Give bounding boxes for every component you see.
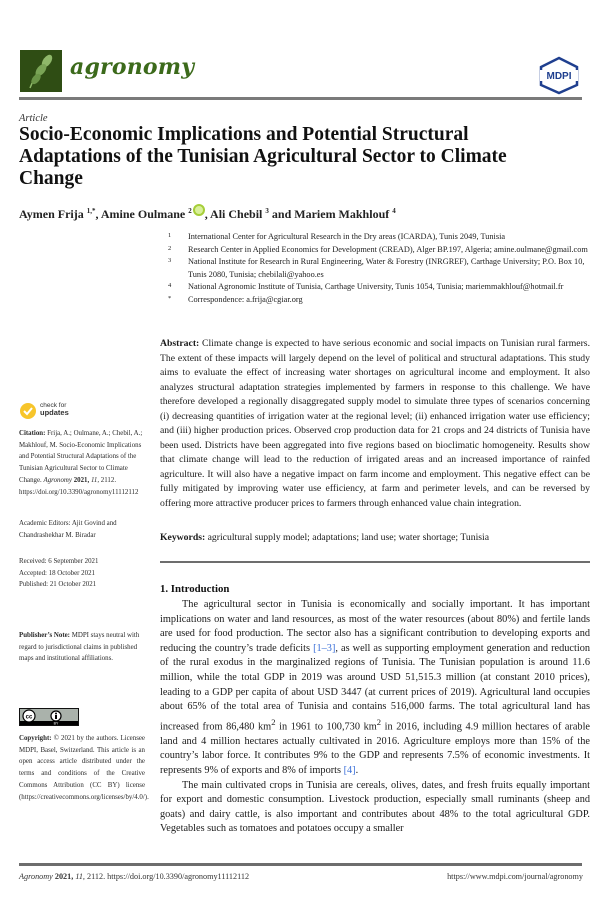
publisher-note-text: MDPI stays neutral with regard to jurisdictional claims in published maps and institutional affiliations. (19, 632, 140, 663)
affiliation-text: Research Center in Applied Economics for Development (CREAD), Alger BP.197, Algeria; amine.oulmane@gmail.com (188, 244, 588, 254)
paragraph (160, 598, 590, 779)
keywords (160, 531, 590, 545)
affiliation-number: 1 (168, 232, 172, 239)
received-date: Received: 6 September 2021 (19, 558, 99, 565)
citation-label: Citation: (19, 430, 46, 437)
author-separator: and (268, 207, 295, 221)
citation-link[interactable]: [1–3] (313, 642, 336, 654)
author-name[interactable]: Mariem Makhlouf (294, 207, 390, 221)
editors-text: Ajit Govind and Chandrashekhar M. Biradar (19, 520, 117, 539)
author-affiliation-sup: 4 (392, 207, 396, 215)
affiliation-item (168, 231, 588, 244)
copyright-notice (19, 733, 149, 803)
author-name[interactable]: Aymen Frija (19, 207, 84, 221)
author-separator: , (204, 207, 211, 221)
paragraph: The main cultivated crops in Tunisia are cereals, olives, dates, and fresh fruits equally important for export and domestic consumption. Livestock production, especially small ruminants (sheep and goats) and dairy cattle, is also important and contributes about 48% to the total agricultural GDP. Vegetables such as tomatoes and potatoes occupy a smaller (160, 779, 590, 835)
paragraph-text: in 1961 to 100,730 km (275, 721, 377, 733)
abstract-text: Climate change is expected to have serious economic and social impacts on Tunisian rural farmers. The extent of these impacts will largely depend on the level of political and structural adaptations. This study aims to evaluate the effect of increasing water shortages on agricultural income and employment. It also analyzes structural adaptation strategies implemented by farmers in response to this challenge. We have therefore developed a regionally disaggregated supply model to simulate three types of scenarios concerning (i) decreasing quantities of irrigation water at the regional level; (ii) enhanced irrigation water use efficiency; and (iii) higher production prices. Observed crop production data for 21 crops and 24 districts of Tunisia have been used. Districts have been aggregated into five regions based on bioclimatic homogeneity. Results show that climate change will lead to the reduction of irrigated areas and an increased importance of rainfed agriculture. It will also have a negative impact on farm income and employment. This negative effect can be fully mitigated by improving water use efficiency, at farm and perimeter levels, and can be reversed by offering more attractive producer prices to farmers through enhanced value chain integration. (160, 338, 590, 510)
svg-text:cc: cc (25, 714, 33, 721)
author-list (19, 204, 396, 222)
affiliation-item (168, 256, 588, 281)
keywords-label: Keywords: (160, 532, 206, 543)
abstract-label: Abstract: (160, 338, 200, 349)
citation-journal: Agronomy (43, 476, 72, 484)
mdpi-logo-icon (535, 55, 583, 95)
citation-year: 2021, (73, 476, 90, 484)
affiliation-text: National Institute for Research in Rural Engineering, Water & Forestry (INRGREF), Carthage University; P.O. Box 10, Tunis 2080, Tunisia; chebilali@yahoo.es (188, 257, 585, 279)
copyright-label: Copyright: (19, 735, 52, 742)
author-name[interactable]: Amine Oulmane (100, 207, 186, 221)
citation-volume: 11, (90, 476, 100, 484)
affiliation-item (168, 281, 588, 294)
publisher-note-label: Publisher’s Note: (19, 632, 70, 639)
affiliation-text: International Center for Agricultural Research in the Dry areas (ICARDA), Tunis 2049, Tunisia (188, 232, 506, 241)
author-affiliation-sup: 2 (188, 207, 192, 215)
editors-label: Academic Editors: (19, 520, 71, 527)
footer-citation (19, 872, 249, 881)
paragraph-text: in 2016, including 4.9 million hectares of arable land and 4 million hectares actually cultivated in 2016. Agriculture employs more than 15% of the country’s labor force. It contributes 9% to the GDP and represents 7.5% of economic investments. It represents 9% of exports and 8% of imports (160, 721, 590, 776)
section-heading: 1. Introduction (160, 583, 230, 595)
citation-block (19, 428, 145, 498)
cc-by-label: BY (53, 721, 59, 726)
citation-text: Frija, A.; Oulmane, A.; Chebil, A.; Makhlouf, M. Socio-Economic Implications and Potential Structural Adaptations of the Tunisian Agricultural Sector to Climate Change. (19, 430, 143, 484)
citation-doi[interactable]: 2112. https://doi.org/10.3390/agronomy11112112 (19, 476, 139, 496)
footer-divider (19, 863, 582, 866)
journal-logo-icon (20, 50, 62, 92)
affiliation-number: 2 (168, 244, 172, 252)
article-title: Socio-Economic Implications and Potential Structural Adaptations of the Tunisian Agricultural Sector to Climate Change (19, 124, 507, 189)
copyright-text: © 2021 by the authors. Licensee MDPI, Basel, Switzerland. This article is an open access article distributed under the terms and conditions of the Creative Commons Attribution (CC BY) license (https://creativecommons.org/licenses/by/4.0/). (19, 735, 149, 801)
affiliations (168, 231, 588, 307)
affiliation-item (168, 244, 588, 257)
paragraph-text: , as well as supporting employment generation and reduction of the rural exodus in the marginalized regions of Tunisia. The Tunisian population is around 11.6 million, while the total GDP in 2019 was around USD 51,515.3 million (at constant 2010 prices), leading to a GDP per capita of about USD 3447 (at current prices of 2019). Agricultural land occupies about 65% of the total area of Tunisia and contains 516,000 farms. The total agricultural land has increased from 86,480 km (160, 642, 590, 733)
academic-editors (19, 518, 145, 541)
paragraph-text: . (355, 764, 359, 776)
check-for-updates-button[interactable] (40, 402, 69, 417)
header-divider (19, 97, 582, 100)
paragraph-text: The agricultural sector in Tunisia is economically and socially important. It has important implications on water and land resources, as most of the water resources (about 80%) and fertile lands are used for food production. The sector also has a significant contribution to developing exports and reducing the country’s trade deficits (160, 599, 590, 654)
author-affiliation-sup: 3 (265, 207, 269, 215)
check-for-updates-line1: check for (40, 402, 67, 409)
abstract (160, 337, 590, 512)
section-divider (160, 561, 590, 563)
check-for-updates-icon[interactable] (20, 403, 36, 419)
check-for-updates-line2: updates (40, 408, 69, 417)
footer-journal: Agronomy (19, 872, 53, 881)
author-separator: , (95, 207, 101, 221)
superscript: 2 (271, 716, 276, 727)
article-type: Article (19, 113, 48, 124)
publication-dates (19, 556, 145, 591)
keywords-text: agricultural supply model; adaptations; land use; water shortage; Tunisia (207, 532, 490, 543)
citation-link[interactable]: [4] (343, 764, 356, 776)
cc-by-license-icon[interactable] (19, 708, 79, 726)
accepted-date: Accepted: 18 October 2021 (19, 569, 95, 577)
journal-name: agronomy (70, 54, 195, 80)
publisher-note (19, 630, 145, 665)
affiliation-text: National Agronomic Institute of Tunisia, Carthage University, Tunis 1054, Tunisia; mariemmakhlouf@hotmail.fr (188, 282, 564, 292)
footer-volume: 11, (75, 872, 85, 881)
author-name[interactable]: Ali Chebil (210, 207, 263, 221)
published-date: Published: 21 October 2021 (19, 581, 97, 589)
footer-doi-link[interactable]: 2112. https://doi.org/10.3390/agronomy11112112 (87, 872, 250, 881)
affiliation-number: * (168, 294, 172, 302)
superscript: 2 (376, 716, 382, 727)
footer-journal-url[interactable]: https://www.mdpi.com/journal/agronomy (447, 872, 583, 881)
correspondence-text: Correspondence: a.frija@cgiar.org (188, 294, 303, 304)
body-text (160, 598, 590, 837)
affiliation-number: 3 (168, 257, 172, 265)
mdpi-logo-text: MDPI (546, 71, 572, 82)
footer-year: 2021, (54, 872, 74, 881)
author-affiliation-sup: 1,* (86, 207, 96, 215)
affiliation-item (168, 294, 588, 307)
affiliation-number: 4 (168, 282, 172, 290)
orcid-icon[interactable] (193, 204, 205, 216)
